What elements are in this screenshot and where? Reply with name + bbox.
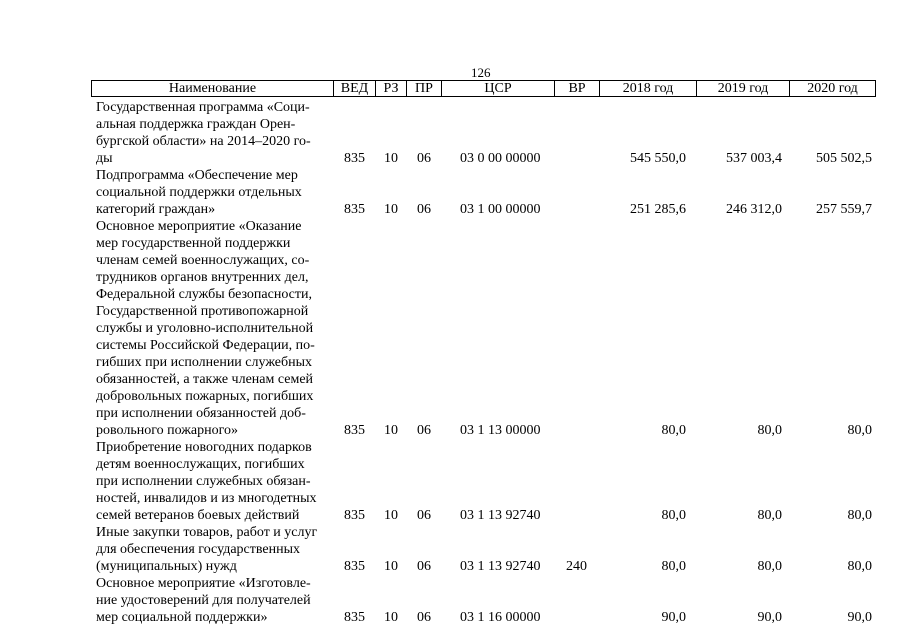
table-row	[96, 99, 886, 167]
row-2018: 80,0	[661, 508, 686, 523]
row-2019: 537 003,4	[726, 151, 782, 166]
row-csr: 03 1 13 00000	[460, 423, 541, 438]
table-body	[96, 99, 886, 626]
row-csr: 03 1 13 92740	[460, 508, 541, 523]
row-pr: 06	[417, 508, 431, 523]
row-pr: 06	[417, 559, 431, 574]
header-2018: 2018 год	[599, 81, 696, 96]
row-2020: 257 559,7	[816, 202, 872, 217]
row-2018: 545 550,0	[630, 151, 686, 166]
row-rz: 10	[384, 423, 398, 438]
row-2018: 90,0	[661, 610, 686, 625]
header-ved: ВЕД	[333, 81, 375, 96]
row-2020: 90,0	[847, 610, 872, 625]
row-csr: 03 0 00 00000	[460, 151, 541, 166]
row-2018: 80,0	[661, 423, 686, 438]
row-ved: 835	[344, 559, 365, 574]
row-name: Государственная программа «Соци- альная поддержка граждан Орен- бургской области» на 2014–2020 го- ды	[96, 100, 311, 166]
row-2019: 80,0	[757, 559, 782, 574]
row-rz: 10	[384, 151, 398, 166]
row-csr: 03 1 13 92740	[460, 559, 541, 574]
row-name: Иные закупки товаров, работ и услуг для обеспечения государственных (муниципальных) нужд	[96, 525, 318, 574]
header-pr: ПР	[406, 81, 441, 96]
row-rz: 10	[384, 202, 398, 217]
row-ved: 835	[344, 610, 365, 625]
row-2018: 251 285,6	[630, 202, 686, 217]
row-rz: 10	[384, 559, 398, 574]
row-name: Подпрограмма «Обеспечение мер социальной поддержки отдельных категорий граждан»	[96, 168, 302, 217]
header-name: Наименование	[168, 81, 257, 96]
row-2018: 80,0	[661, 559, 686, 574]
page-number: 126	[471, 65, 491, 80]
row-pr: 06	[417, 610, 431, 625]
table-row	[96, 218, 886, 439]
row-pr: 06	[417, 202, 431, 217]
table-row	[96, 575, 886, 626]
row-csr: 03 1 00 00000	[460, 202, 541, 217]
table-row	[96, 439, 886, 524]
row-pr: 06	[417, 151, 431, 166]
row-ved: 835	[344, 202, 365, 217]
row-rz: 10	[384, 508, 398, 523]
row-name: Основное мероприятие «Оказание мер государственной поддержки членам семей военнослужащих, со- трудников органов внутренних дел, Федеральной службы безопасности, Государственной противопожарной службы и уголовно-исполнительной системы Российской Федерации, по- гибших при исполнении служебных обязанностей, а также членам семей добровольных пожарных, погибших при исполнении обязанностей доб- ровольного пожарного»	[96, 219, 315, 438]
header-rz: РЗ	[375, 81, 406, 96]
row-name: Основное мероприятие «Изготовле- ние удостоверений для получателей мер социальной поддержки»	[96, 576, 311, 625]
table-header	[91, 80, 876, 97]
table-row	[96, 524, 886, 575]
row-ved: 835	[344, 508, 365, 523]
row-name: Приобретение новогодних подарков детям военнослужащих, погибших при исполнении служебных обязан- ностей, инвалидов и из многодетных семей ветеранов боевых действий	[96, 440, 317, 523]
row-2020: 80,0	[847, 559, 872, 574]
table-row	[96, 167, 886, 218]
row-vr: 240	[566, 559, 587, 574]
row-2020: 80,0	[847, 423, 872, 438]
header-vr: ВР	[554, 81, 599, 96]
header-csr: ЦСР	[441, 81, 554, 96]
row-pr: 06	[417, 423, 431, 438]
row-2019: 80,0	[757, 508, 782, 523]
row-csr: 03 1 16 00000	[460, 610, 541, 625]
row-2020: 80,0	[847, 508, 872, 523]
row-2019: 246 312,0	[726, 202, 782, 217]
row-2019: 80,0	[757, 423, 782, 438]
header-2020: 2020 год	[789, 81, 875, 96]
row-ved: 835	[344, 423, 365, 438]
header-2019: 2019 год	[696, 81, 789, 96]
row-rz: 10	[384, 610, 398, 625]
row-ved: 835	[344, 151, 365, 166]
row-2020: 505 502,5	[816, 151, 872, 166]
row-2019: 90,0	[757, 610, 782, 625]
